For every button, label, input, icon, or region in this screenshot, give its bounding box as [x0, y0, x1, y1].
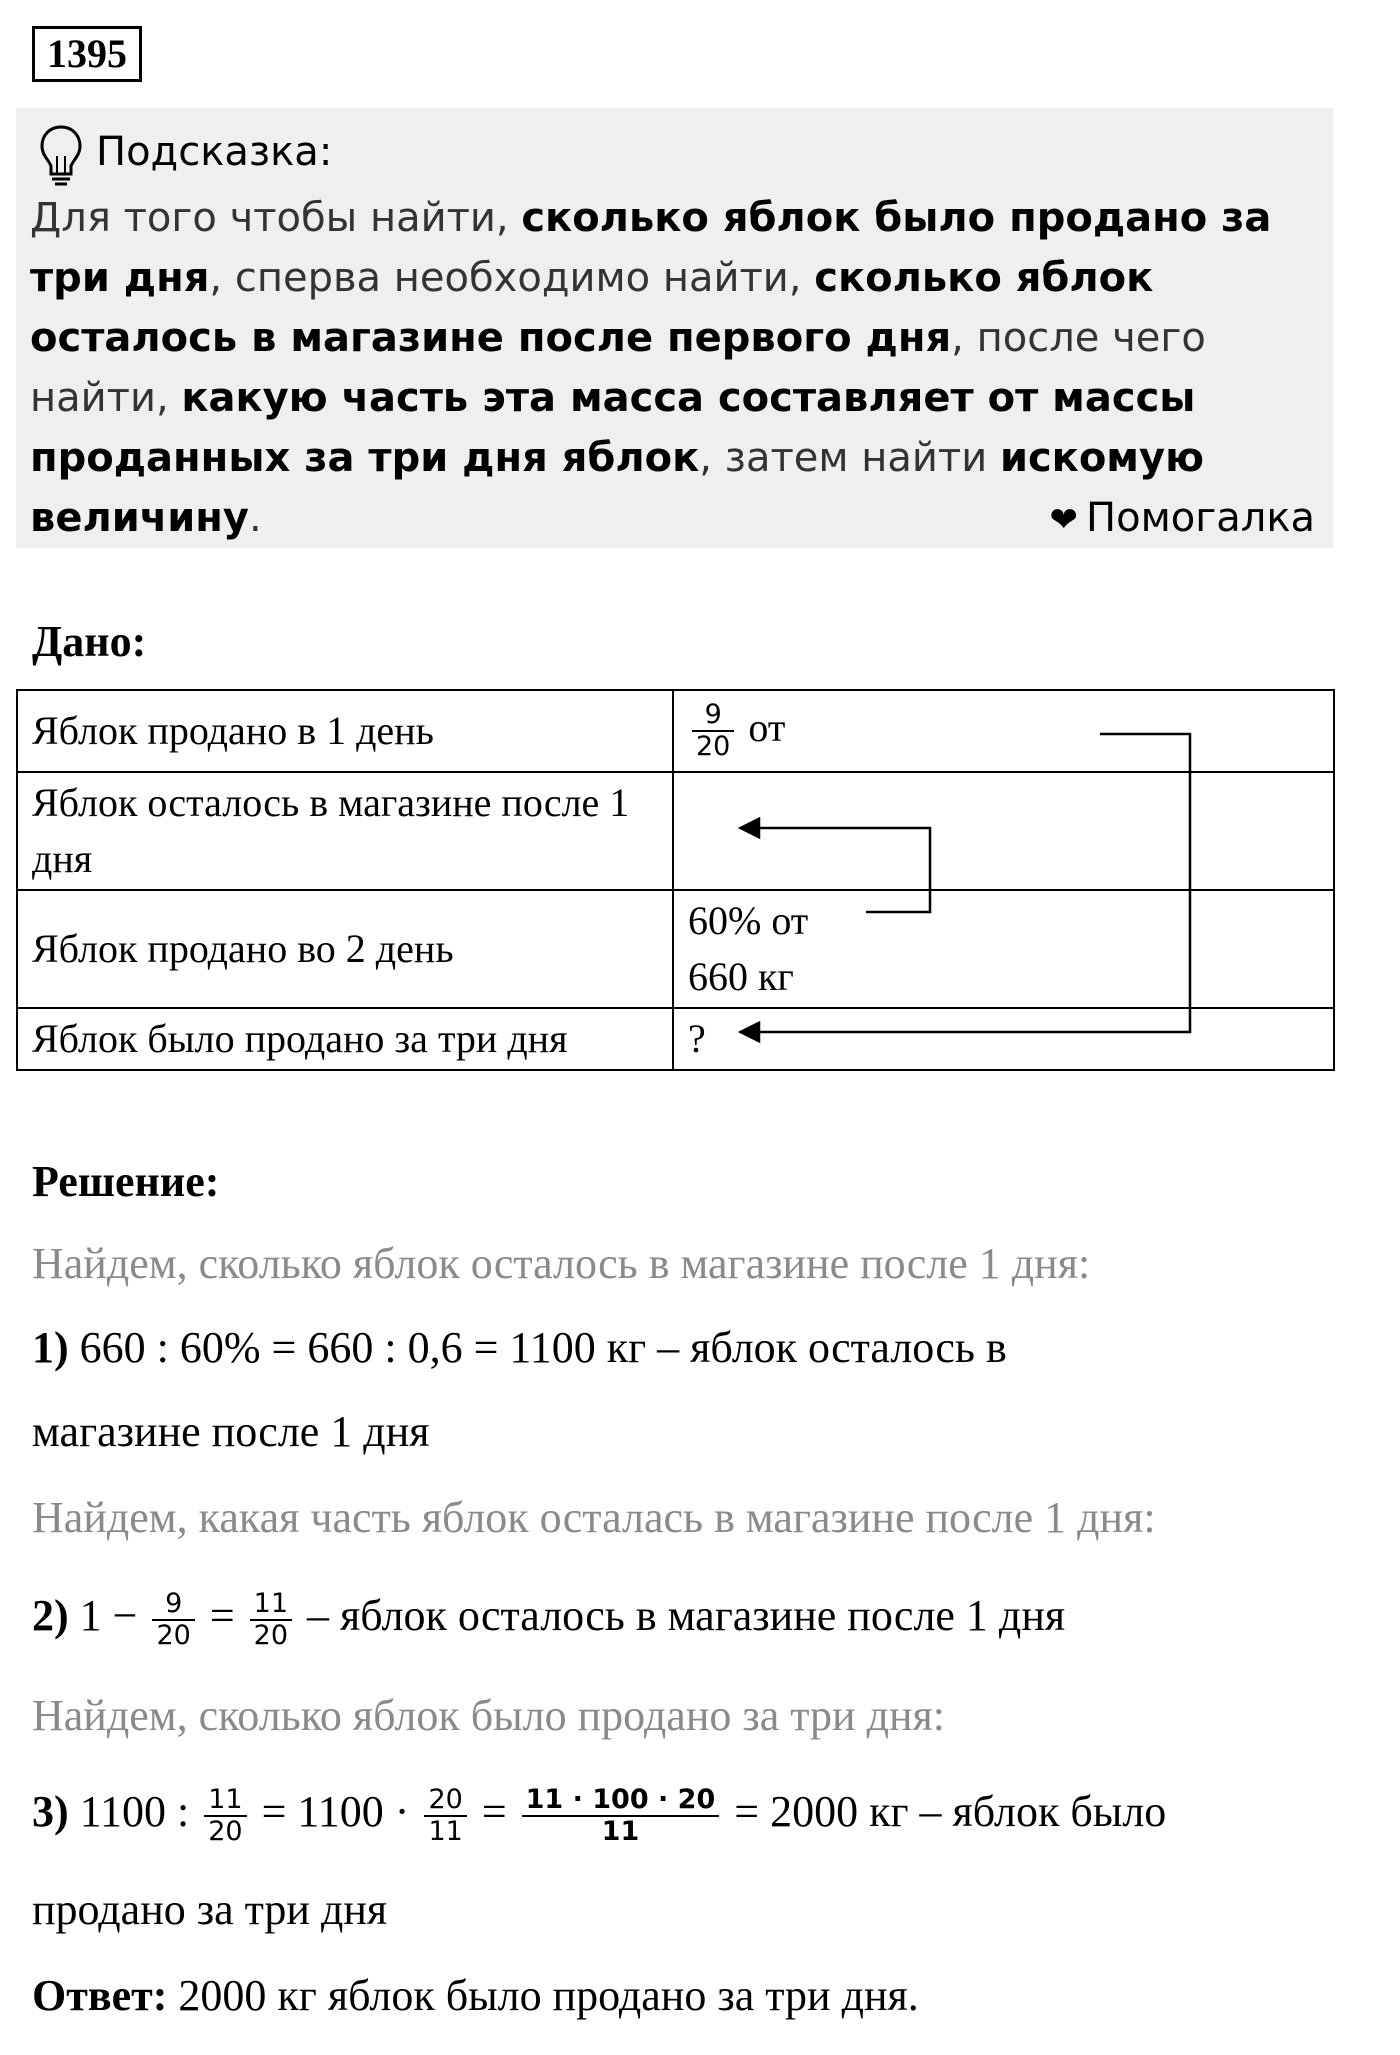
table-cell: ? — [673, 1008, 1334, 1070]
solution-comment: Найдем, какая часть яблок осталась в магазине после 1 дня: — [32, 1493, 1156, 1542]
table-cell: Яблок было продано за три дня — [17, 1008, 673, 1070]
answer — [32, 1966, 1362, 2026]
solution-comment: Найдем, сколько яблок осталось в магазине после 1 дня: — [32, 1239, 1091, 1288]
step-number: 1) — [32, 1323, 69, 1372]
table-cell: Яблок продано во 2 день — [17, 890, 673, 1008]
solution-step-continuation: продано за три дня — [32, 1885, 388, 1934]
hint-segment: , после чего найти, — [30, 315, 1206, 421]
solution-step: 1) 660 : 60% = 660 : 0,6 = 1100 кг – яблок осталось в — [32, 1323, 1007, 1372]
table-cell — [673, 890, 1334, 1008]
heart-icon: ❤ — [1049, 500, 1079, 540]
hint-segment: . — [248, 495, 262, 541]
hint-segment: , сперва необходимо найти, — [209, 255, 815, 301]
table-cell — [673, 772, 1334, 890]
solution-comment: Найдем, сколько яблок было продано за три дня: — [32, 1691, 945, 1740]
hint-title: Подсказка: — [96, 129, 333, 175]
fraction: $\frac{9}{20}$ — [692, 700, 734, 762]
given-label: Дано: — [32, 617, 147, 666]
answer-text: 2000 кг яблок было продано за три дня. — [178, 1971, 919, 2020]
cell-text: от — [748, 704, 786, 750]
fraction: $\frac{11 \cdot 100 \cdot 20}{11}$ — [522, 1785, 720, 1847]
table-cell: Яблок продано в 1 день — [17, 690, 673, 772]
table-row — [17, 890, 1334, 1008]
table-row — [17, 1008, 1334, 1070]
cell-text: 60% от — [688, 898, 809, 943]
hint-segment: Для того чтобы найти, — [30, 195, 522, 241]
fraction: $\frac{11}{20}$ — [204, 1785, 246, 1847]
table-cell — [673, 690, 1334, 772]
fraction: $\frac{20}{11}$ — [424, 1785, 466, 1847]
fraction: $\frac{9}{20}$ — [152, 1589, 194, 1651]
table-row — [17, 772, 1334, 890]
hint-segment: , затем найти — [699, 435, 1000, 481]
given-table — [16, 689, 1335, 1071]
hint-segment: искомую величину — [30, 435, 1204, 541]
table-row — [17, 690, 1334, 772]
hint-segment: сколько яблок осталось в магазине после первого дня — [30, 255, 1154, 361]
fraction: $\frac{11}{20}$ — [250, 1589, 292, 1651]
task-number: 1395 — [32, 26, 142, 82]
hint-segment: какую часть эта масса составляет от массы проданных за три дня яблок — [30, 375, 1196, 481]
solution-step: 2) 1 − $\frac{9}{20}$ = $\frac{11}{20}$ – яблок осталось в магазине после 1 дня — [32, 1587, 1066, 1651]
brand-name: Помогалка — [1086, 495, 1315, 541]
cell-text: 660 кг — [688, 954, 794, 999]
brand — [1050, 490, 1315, 548]
solution-step: 3) 1100 : $\frac{11}{20}$ = 1100 · $\frac{20}{11}$ = $\frac{11 \cdot 100 \cdot 20}{11}$ = 2000 кг – яблок было — [32, 1783, 1167, 1847]
solution-step-continuation: магазине после 1 дня — [32, 1407, 430, 1456]
hint-box — [16, 108, 1333, 548]
answer-label: Ответ: — [32, 1971, 168, 2020]
step-number: 2) — [32, 1591, 69, 1640]
step-number: 3) — [32, 1787, 69, 1836]
table-cell: Яблок осталось в магазине после 1 дня — [17, 772, 673, 890]
hint-segment: сколько яблок было продано за три дня — [30, 195, 1272, 301]
lightbulb-icon — [38, 124, 84, 188]
solution-label: Решение: — [32, 1157, 220, 1206]
